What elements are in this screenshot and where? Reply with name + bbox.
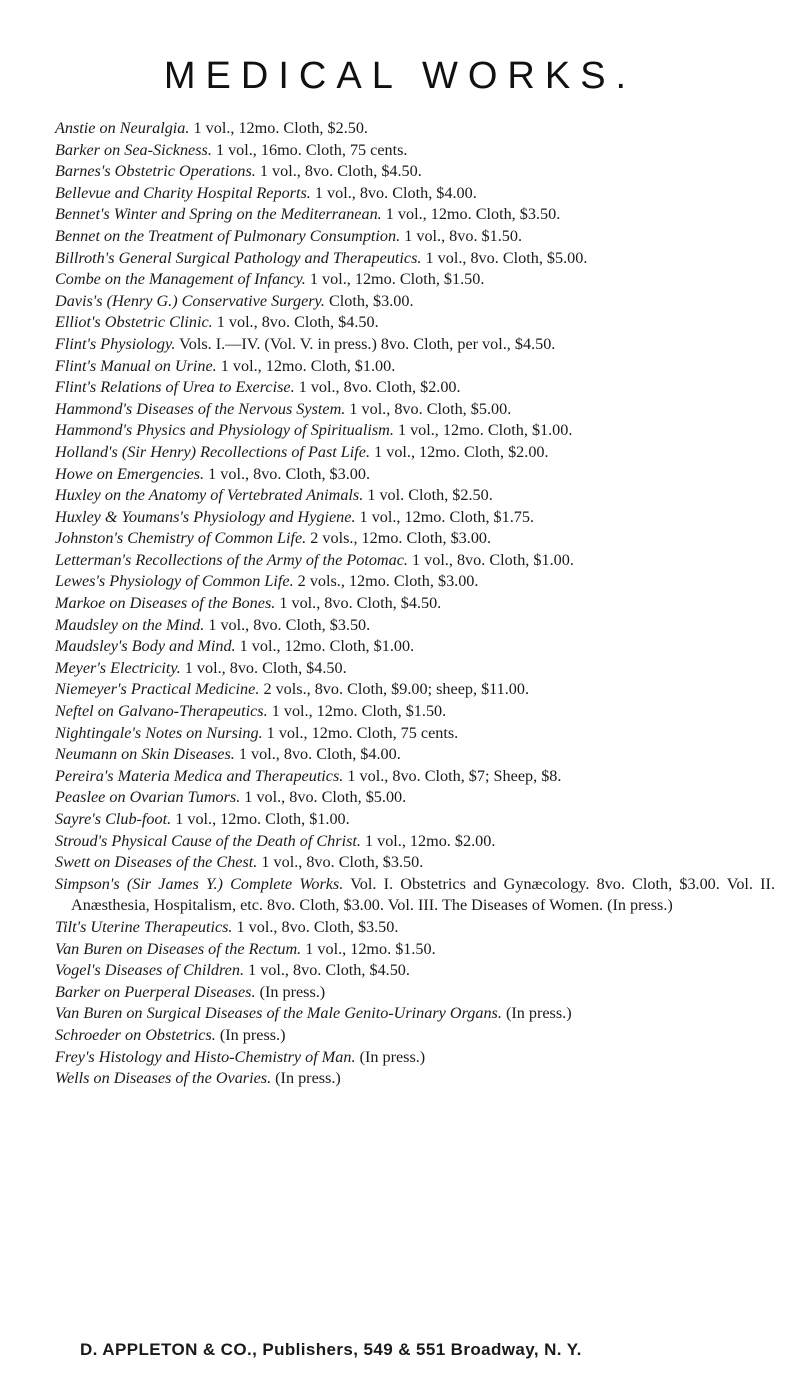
book-details: (In press.) (215, 1025, 286, 1044)
book-details: Vols. I.—IV. (Vol. V. in press.) 8vo. Cloth, per vol., $4.50. (175, 334, 556, 353)
book-details: 2 vols., 12mo. Cloth, $3.00. (306, 529, 492, 548)
book-details: 1 vol., 12mo. Cloth, $1.75. (355, 507, 535, 526)
book-details: Vol. I. Obstetrics and Gynæcology. 8vo. Cloth, $3.00. Vol. II. Anæsthesia, Hospitalism, etc. 8vo. Cloth, $3.00. Vol. III. The Diseases of Women. (In press.) (71, 874, 775, 915)
book-details: 1 vol., 8vo. Cloth, $5.00. (421, 248, 588, 267)
book-entry (55, 658, 775, 680)
book-entry (55, 615, 775, 637)
book-entry (55, 464, 775, 486)
book-details: 1 vol., 16mo. Cloth, 75 cents. (211, 140, 408, 159)
book-details: 1 vol., 12mo. Cloth, $1.00. (393, 421, 573, 440)
book-details: 1 vol., 8vo. Cloth, $7; Sheep, $8. (343, 766, 562, 785)
book-title: Johnston's Chemistry of Common Life. (55, 529, 307, 548)
book-entry (55, 204, 775, 226)
book-title: Billroth's General Surgical Pathology and Therapeutics. (55, 248, 422, 267)
book-entry (55, 1025, 775, 1047)
book-title: Pereira's Materia Medica and Therapeutics. (55, 766, 344, 785)
book-entry (55, 636, 775, 658)
book-details: 1 vol., 12mo. $2.00. (360, 831, 496, 850)
book-entry (55, 939, 775, 961)
book-title: Maudsley on the Mind. (55, 615, 205, 634)
book-details: 1 vol., 12mo. Cloth, $3.50. (381, 205, 561, 224)
book-title: Barker on Sea-Sickness. (55, 140, 212, 159)
book-title: Barker on Puerperal Diseases. (55, 982, 256, 1001)
book-title: Nightingale's Notes on Nursing. (55, 723, 263, 742)
book-details: 1 vol., 8vo. Cloth, $2.00. (294, 378, 461, 397)
book-title: Holland's (Sir Henry) Recollections of Past Life. (55, 442, 371, 461)
book-entry (55, 420, 775, 442)
book-entry (55, 571, 775, 593)
book-details: Cloth, $3.00. (324, 291, 414, 310)
book-title: Huxley on the Anatomy of Vertebrated Animals. (55, 486, 364, 505)
book-title: Neftel on Galvano-Therapeutics. (55, 702, 268, 721)
book-entry (55, 831, 775, 853)
book-entry (55, 550, 775, 572)
book-details: 1 vol., 8vo. Cloth, $5.00. (345, 399, 512, 418)
book-entry (55, 766, 775, 788)
book-details: 1 vol., 8vo. Cloth, $4.00. (310, 183, 477, 202)
book-title: Wells on Diseases of the Ovaries. (55, 1069, 272, 1088)
book-details: 1 vol., 12mo. Cloth, $1.00. (235, 637, 415, 656)
book-entry (55, 1003, 775, 1025)
book-details: 1 vol., 8vo. Cloth, $4.50. (212, 313, 379, 332)
book-details: 1 vol., 12mo. Cloth, $1.50. (305, 270, 485, 289)
book-entry (55, 399, 775, 421)
book-entry (55, 852, 775, 874)
book-entry (55, 917, 775, 939)
book-details: 1 vol. Cloth, $2.50. (363, 486, 493, 505)
book-title: Van Buren on Surgical Diseases of the Male Genito-Urinary Organs. (55, 1004, 502, 1023)
book-title: Niemeyer's Practical Medicine. (55, 680, 260, 699)
book-entry (55, 960, 775, 982)
book-details: 1 vol., 12mo. Cloth, $1.00. (216, 356, 396, 375)
book-title: Anstie on Neuralgia. (55, 119, 190, 137)
book-entry (55, 140, 775, 162)
book-title: Howe on Emergencies. (55, 464, 205, 483)
book-details: (In press.) (271, 1069, 341, 1088)
book-entry (55, 874, 775, 917)
book-details: 1 vol., 12mo. $1.50. (301, 939, 436, 958)
book-title: Combe on the Management of Infancy. (55, 270, 306, 289)
book-title: Schroeder on Obstetrics. (55, 1025, 216, 1044)
book-entry (55, 485, 775, 507)
book-entry (55, 226, 775, 248)
book-details: 1 vol., 8vo. Cloth, $3.50. (204, 615, 371, 634)
book-entry (55, 528, 775, 550)
book-list (55, 118, 775, 1090)
book-title: Bellevue and Charity Hospital Reports. (55, 183, 311, 202)
book-entry (55, 1068, 775, 1090)
book-title: Frey's Histology and Histo-Chemistry of Man. (55, 1047, 356, 1066)
book-title: Markoe on Diseases of the Bones. (55, 594, 276, 613)
book-title: Sayre's Club-foot. (55, 810, 172, 828)
book-title: Flint's Manual on Urine. (55, 356, 217, 375)
book-entry (55, 248, 775, 270)
book-title: Elliot's Obstetric Clinic. (55, 313, 213, 332)
book-title: Meyer's Electricity. (55, 658, 181, 677)
book-details: 1 vol., 12mo. Cloth, $2.50. (189, 119, 368, 137)
book-entry (55, 356, 775, 378)
book-entry (55, 507, 775, 529)
book-entry (55, 1047, 775, 1069)
book-title: Simpson's (Sir James Y.) Complete Works. (55, 874, 344, 893)
book-title: Swett on Diseases of the Chest. (55, 853, 258, 872)
book-details: 1 vol., 8vo. Cloth, $3.50. (232, 917, 399, 936)
book-title: Huxley & Youmans's Physiology and Hygiene. (55, 507, 356, 526)
book-entry (55, 787, 775, 809)
book-details: 1 vol., 8vo. Cloth, $4.50. (255, 162, 422, 181)
book-title: Flint's Relations of Urea to Exercise. (55, 378, 295, 397)
book-details: 1 vol., 8vo. Cloth, $3.00. (204, 464, 371, 483)
book-details: 1 vol., 12mo. Cloth, $1.00. (171, 810, 350, 828)
book-title: Neumann on Skin Diseases. (55, 745, 235, 764)
book-title: Van Buren on Diseases of the Rectum. (55, 939, 302, 958)
book-details: 1 vol., 8vo. Cloth, $4.50. (275, 594, 442, 613)
book-entry (55, 269, 775, 291)
book-entry (55, 744, 775, 766)
book-entry (55, 183, 775, 205)
book-entry (55, 291, 775, 313)
book-details: 1 vol., 8vo. Cloth, $4.50. (244, 961, 410, 980)
book-title: Davis's (Henry G.) Conservative Surgery. (55, 291, 325, 310)
book-details: 1 vol., 12mo. Cloth, $1.50. (267, 702, 447, 721)
book-title: Vogel's Diseases of Children. (55, 961, 245, 980)
book-details: 2 vols., 8vo. Cloth, $9.00; sheep, $11.00. (259, 680, 530, 699)
book-title: Tilt's Uterine Therapeutics. (55, 917, 233, 936)
book-entry (55, 723, 775, 745)
book-title: Lewes's Physiology of Common Life. (55, 572, 294, 591)
book-entry (55, 442, 775, 464)
book-entry (55, 701, 775, 723)
book-entry (55, 377, 775, 399)
book-details: 1 vol., 8vo. Cloth, $4.00. (234, 745, 401, 764)
book-entry (55, 679, 775, 701)
book-title: Maudsley's Body and Mind. (55, 637, 236, 656)
book-entry (55, 312, 775, 334)
book-details: 2 vols., 12mo. Cloth, $3.00. (293, 572, 479, 591)
book-title: Hammond's Diseases of the Nervous System. (55, 399, 346, 418)
book-details: 1 vol., 12mo. Cloth, 75 cents. (262, 723, 459, 742)
book-entry (55, 334, 775, 356)
book-details: 1 vol., 8vo. $1.50. (400, 226, 523, 245)
book-details: (In press.) (501, 1004, 572, 1023)
book-entry (55, 809, 775, 831)
book-title: Barnes's Obstetric Operations. (55, 162, 256, 181)
book-title: Hammond's Physics and Physiology of Spiritualism. (55, 421, 394, 440)
book-details: 1 vol., 8vo. Cloth, $5.00. (240, 788, 407, 807)
book-details: (In press.) (355, 1047, 426, 1066)
book-entry (55, 982, 775, 1004)
book-title: Peaslee on Ovarian Tumors. (55, 788, 241, 807)
book-entry (55, 593, 775, 615)
page-title: MEDICAL WORKS. (163, 55, 637, 97)
book-title: Bennet's Winter and Spring on the Mediterranean. (55, 205, 382, 224)
book-entry (55, 118, 775, 140)
book-title: Bennet on the Treatment of Pulmonary Consumption. (55, 226, 401, 245)
book-title: Letterman's Recollections of the Army of the Potomac. (55, 550, 408, 569)
book-details: 1 vol., 8vo. Cloth, $1.00. (407, 550, 574, 569)
book-details: 1 vol., 12mo. Cloth, $2.00. (370, 442, 549, 461)
publisher-imprint: D. APPLETON & CO., Publishers, 549 & 551 Broadway, N. Y. (80, 1340, 582, 1359)
book-details: 1 vol., 8vo. Cloth, $4.50. (180, 658, 347, 677)
book-entry (55, 161, 775, 183)
book-details: (In press.) (255, 982, 326, 1001)
book-details: 1 vol., 8vo. Cloth, $3.50. (257, 853, 424, 872)
book-title: Stroud's Physical Cause of the Death of Christ. (55, 831, 361, 850)
book-title: Flint's Physiology. (55, 334, 176, 353)
